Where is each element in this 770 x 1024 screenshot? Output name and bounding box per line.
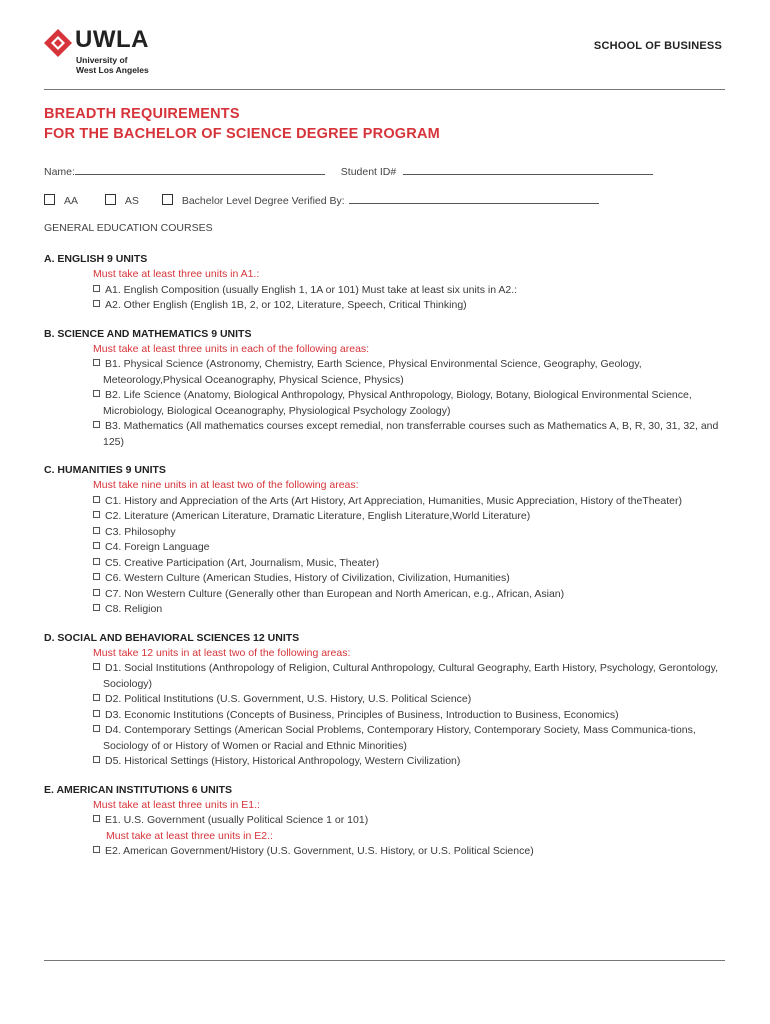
list-item	[44, 556, 724, 572]
item-text: C4. Foreign Language	[105, 541, 210, 553]
aa-label: AA	[64, 195, 79, 207]
list-item	[44, 723, 724, 754]
section-heading: D. SOCIAL AND BEHAVIORAL SCIENCES 12 UNITS	[44, 631, 300, 644]
section-note: Must take at least three units in E2.:	[106, 829, 273, 842]
student-id-label: Student ID#	[340, 166, 397, 178]
checkbox-bullet-icon[interactable]	[93, 496, 100, 503]
checkbox-bullet-icon[interactable]	[93, 359, 100, 366]
ge-heading: GENERAL EDUCATION COURSES	[44, 222, 213, 234]
degree-row	[44, 193, 599, 207]
section-b	[44, 327, 724, 451]
item-text: B1. Physical Science (Astronomy, Chemistry, Earth Science, Physical Environmental Science, Geography, Geology, Meteorology,Physical Oceanography, Physical Science, Physics)	[103, 358, 642, 386]
item-text: D1. Social Institutions (Anthropology of Religion, Cultural Anthropology, Cultural Geography, Earth History, Psychology, Gerontology, Sociology)	[103, 662, 719, 690]
checkbox-bullet-icon[interactable]	[93, 846, 100, 853]
name-label: Name:	[44, 166, 75, 178]
section-c	[44, 463, 724, 618]
item-text: A1. English Composition (usually English 1, 1A or 101) Must take at least six units in A2.:	[105, 283, 518, 296]
checkbox-bullet-icon[interactable]	[93, 756, 100, 763]
school-name: SCHOOL OF BUSINESS	[593, 40, 722, 52]
item-text: D5. Historical Settings (History, Historical Anthropology, Western Civilization)	[105, 755, 461, 767]
item-text: D2. Political Institutions (U.S. Government, U.S. History, U.S. Political Science)	[105, 693, 472, 705]
list-item	[44, 571, 724, 587]
list-item	[44, 708, 724, 724]
list-item	[44, 540, 724, 556]
checkbox-bullet-icon[interactable]	[93, 558, 100, 565]
header-divider	[44, 89, 725, 90]
footer-divider	[44, 960, 725, 961]
list-item	[44, 587, 724, 603]
as-checkbox[interactable]	[105, 194, 116, 205]
checkbox-bullet-icon[interactable]	[93, 589, 100, 596]
section-a	[44, 252, 724, 314]
section-note: Must take at least three units in each of the following areas:	[93, 342, 370, 355]
section-heading: B. SCIENCE AND MATHEMATICS 9 UNITS	[44, 327, 252, 340]
checkbox-bullet-icon[interactable]	[93, 573, 100, 580]
logo-subtitle-line-1: University of	[76, 55, 128, 65]
requirements-sections	[44, 252, 724, 873]
list-item	[44, 509, 724, 525]
checkbox-bullet-icon[interactable]	[93, 285, 100, 292]
checkbox-bullet-icon[interactable]	[93, 527, 100, 534]
list-item	[44, 298, 724, 314]
logo-subtitle	[76, 55, 149, 75]
checkbox-bullet-icon[interactable]	[93, 511, 100, 518]
list-item	[44, 525, 724, 541]
section-e	[44, 783, 724, 860]
list-item	[44, 494, 724, 510]
item-text: E1. U.S. Government (usually Political Science 1 or 101)	[105, 814, 369, 826]
section-d	[44, 631, 724, 770]
section-heading: E. AMERICAN INSTITUTIONS 6 UNITS	[44, 783, 233, 796]
title-line-2: FOR THE BACHELOR OF SCIENCE DEGREE PROGRAM	[44, 126, 440, 142]
checkbox-bullet-icon[interactable]	[93, 390, 100, 397]
list-item	[44, 357, 724, 388]
item-text: D4. Contemporary Settings (American Social Problems, Contemporary History, Contemporary Society, Mass Communica-tions, Sociology of or History of Women or Racial and Ethnic Minorities)	[103, 724, 696, 752]
checkbox-bullet-icon[interactable]	[93, 815, 100, 822]
checkbox-bullet-icon[interactable]	[93, 725, 100, 732]
student-id-field[interactable]	[403, 164, 653, 175]
logo-subtitle-line-2: West Los Angeles	[76, 65, 149, 75]
bachelor-label: Bachelor Level Degree Verified By:	[181, 195, 345, 207]
title-line-1: BREADTH REQUIREMENTS	[44, 106, 240, 122]
list-item	[44, 754, 724, 770]
item-text: C8. Religion	[105, 603, 163, 615]
checkbox-bullet-icon[interactable]	[93, 604, 100, 611]
list-item	[44, 844, 724, 860]
verified-by-field[interactable]	[349, 193, 599, 204]
item-text: C2. Literature (American Literature, Dramatic Literature, English Literature,World Literature)	[105, 510, 531, 522]
item-text: E2. American Government/History (U.S. Government, U.S. History, or U.S. Political Science)	[105, 845, 534, 857]
item-text: B2. Life Science (Anatomy, Biological Anthropology, Physical Anthropology, Biology, Botany, Biological Environmental Science, Microbiology, Biological Oceanography, Physiological Psychology Zoology)	[103, 389, 692, 417]
page-title	[44, 104, 440, 144]
checkbox-bullet-icon[interactable]	[93, 300, 100, 307]
item-text: B3. Mathematics (All mathematics courses except remedial, non transferrable courses such as Mathematics A, B, R, 30, 31, 32, and 125)	[103, 420, 719, 448]
list-item	[44, 283, 724, 299]
section-heading: A. ENGLISH 9 UNITS	[44, 253, 148, 265]
as-label: AS	[124, 195, 139, 207]
uwla-logo	[44, 28, 174, 74]
item-text: C1. History and Appreciation of the Arts (Art History, Art Appreciation, Humanities, Music Appreciation, History of theTheater)	[105, 494, 682, 507]
list-item	[44, 419, 724, 450]
section-note: Must take at least three units in E1.:	[93, 798, 260, 811]
logo-wordmark: UWLA	[75, 26, 149, 53]
section-note: Must take at least three units in A1.:	[93, 268, 260, 280]
item-text: D3. Economic Institutions (Concepts of Business, Principles of Business, Introduction to Business, Economics)	[105, 708, 619, 721]
item-text: C6. Western Culture (American Studies, History of Civilization, Civilization, Humanities)	[105, 572, 510, 584]
checkbox-bullet-icon[interactable]	[93, 663, 100, 670]
checkbox-bullet-icon[interactable]	[93, 694, 100, 701]
list-item	[44, 388, 724, 419]
checkbox-bullet-icon[interactable]	[93, 421, 100, 428]
section-note: Must take 12 units in at least two of the following areas:	[93, 646, 351, 659]
item-text: C3. Philosophy	[105, 525, 176, 538]
section-heading: C. HUMANITIES 9 UNITS	[44, 464, 166, 476]
aa-checkbox[interactable]	[44, 194, 55, 205]
uwla-diamond-icon	[44, 29, 72, 57]
name-field[interactable]	[75, 164, 325, 175]
list-item	[44, 602, 724, 618]
item-text: A2. Other English (English 1B, 2, or 102, Literature, Speech, Critical Thinking)	[105, 299, 467, 311]
name-row	[44, 164, 653, 178]
list-item	[44, 813, 724, 829]
list-item	[44, 661, 724, 692]
section-note: Must take nine units in at least two of the following areas:	[93, 479, 359, 491]
list-item	[44, 692, 724, 708]
checkbox-bullet-icon[interactable]	[93, 542, 100, 549]
checkbox-bullet-icon[interactable]	[93, 710, 100, 717]
item-text: C5. Creative Participation (Art, Journalism, Music, Theater)	[105, 556, 380, 569]
item-text: C7. Non Western Culture (Generally other than European and North American, e.g., African, Asian)	[105, 587, 565, 600]
bachelor-checkbox[interactable]	[162, 194, 173, 205]
